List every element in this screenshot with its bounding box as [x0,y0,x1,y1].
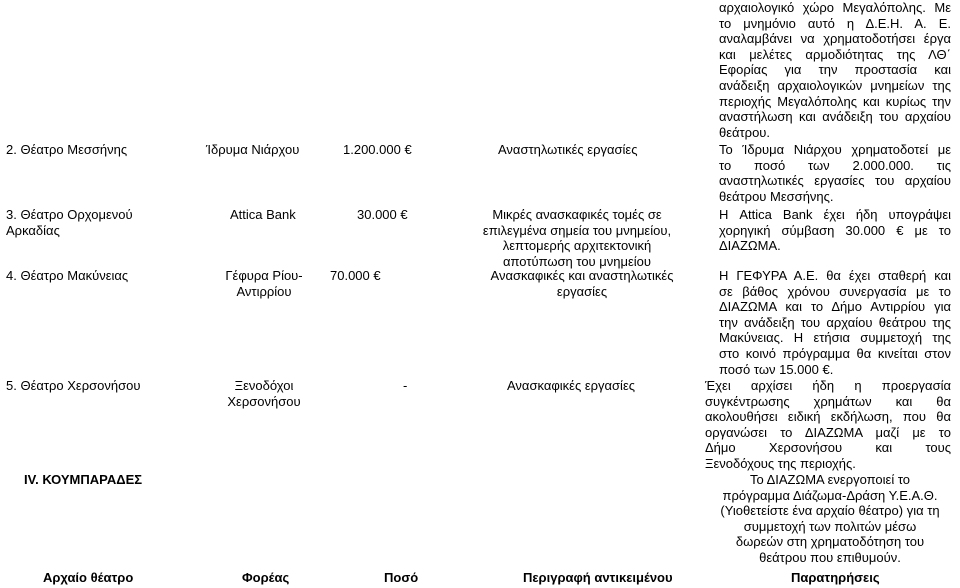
row-description: Ανασκαφικές εργασίες [507,378,636,393]
note-line: Δήμο Χερσονήσου και τους [705,440,951,456]
note-line: περιοχής Μεγαλόπολης και κυρίως την [719,93,951,109]
theatre-line: 3. Θέατρο Ορχομενού [6,207,133,222]
note-line: θεάτρου. [719,124,771,140]
note-line: Μακύνειας. Η ετήσια συμμετοχή της [719,330,951,346]
note-line: το ποσό των 2.000.000. τις [719,157,951,173]
row-theatre [6,207,133,238]
note-line: οργανώσει το ΔΙΑΖΩΜΑ μαζί με το [705,424,951,440]
row-amount: 70.000 € [330,268,381,283]
note-line: συγκέντρωσης χρημάτων και θα [705,393,951,409]
header-notes: Παρατηρήσεις [791,570,880,585]
note-line: (Υιοθετείστε ένα αρχαίο θέατρο) για τη [720,503,940,519]
row-notes [719,142,951,204]
row-amount: 1.200.000 € [343,142,412,157]
sponsor-line: Χερσονήσου [227,393,301,409]
note-line: θεάτρου Μεσσήνης. [719,188,834,204]
note-line: το μνημόνιο αυτό η Δ.Ε.Η. Α. Ε. [719,15,951,31]
note-line: Η ΓΕΦΥΡΑ Α.Ε. θα έχει σταθερή και [719,268,951,283]
note-line: Έχει αρχίσει ήδη η προεργασία [705,378,951,393]
row-notes [705,378,951,472]
note-line: αναστηλωτικές εργασίες του αρχαίου [719,173,951,189]
section-notes [702,472,958,566]
note-line: αναστήλωση και ανάδειξη του αρχαίου [719,109,951,125]
note-line: ΔΙΑΖΩΜΑ. [719,238,781,254]
note-line: στο κοινό πρόγραμμα θα κινείται στον [719,345,951,361]
row-description [466,268,698,299]
top-notes [719,0,951,140]
note-line: ΔΙΑΖΩΜΑ και το Δήμο Αντιρρίου για [719,299,951,315]
row-theatre: 4. Θέατρο Μακύνειας [6,268,129,283]
description-line: εργασίες [556,283,608,299]
section-heading: IV. ΚΟΥΜΠΑΡΑΔΕΣ [24,472,143,487]
note-line: αρχαιολογικό χώρο Μεγαλόπολης. Με [719,0,951,15]
row-theatre: 2. Θέατρο Μεσσήνης [6,142,128,157]
note-line: συμμετοχή των πολιτών μέσω [743,518,917,534]
note-line: χορηγική σύμβαση 30.000 € με το [719,222,951,238]
description-line: Ανασκαφικές και αναστηλωτικές [490,268,674,283]
note-line: θεάτρου που επιθυμούν. [759,549,901,565]
row-description [446,207,708,269]
note-line: Το Ίδρυμα Νιάρχου χρηματοδοτεί με [719,142,951,157]
note-line: και μελέτες αρμοδιότητας της ΛΘ΄ [719,46,951,62]
description-line: αποτύπωση του μνημείου [502,253,652,269]
theatre-line: Αρκαδίας [6,222,60,238]
note-line: την ανάδειξη του αρχαίου θεάτρου της [719,314,951,330]
note-line: αναλαμβάνει να χρηματοδοτήσει έργα [719,31,951,47]
row-sponsor [212,268,316,299]
header-amount: Ποσό [384,570,419,585]
row-sponsor [212,378,316,409]
header-description: Περιγραφή αντικειμένου [523,570,673,585]
sponsor-line: Ξενοδόχοι [234,378,294,393]
row-theatre: 5. Θέατρο Χερσονήσου [6,378,141,393]
note-line: ακολουθήσει ειδική εκδήλωση, που θα [705,409,951,425]
note-line: Ξενοδόχους της περιοχής. [705,455,856,471]
row-sponsor: Ίδρυμα Νιάρχου [206,142,300,157]
note-line: δωρεών στη χρηματοδότηση του [735,534,925,550]
note-line: Η Attica Bank έχει ήδη υπογράψει [719,207,951,222]
header-ancient-theatre: Αρχαίο θέατρο [43,570,134,585]
row-amount: - [403,378,408,393]
row-sponsor: Attica Bank [230,207,296,222]
note-line: ποσό των 15.000 €. [719,361,834,377]
sponsor-line: Αντιρρίου [236,283,292,299]
header-sponsor: Φορέας [242,570,290,585]
row-description: Αναστηλωτικές εργασίες [498,142,638,157]
row-notes [719,268,951,377]
note-line: ανάδειξη αρχαιολογικών μνημείων της [719,77,951,93]
sponsor-line: Γέφυρα Ρίου- [225,268,303,283]
note-line: Το ΔΙΑΖΩΜΑ ενεργοποιεί το [749,472,911,487]
note-line: πρόγραμμα Διάζωμα-Δράση Υ.Ε.Α.Θ. [722,487,938,503]
description-line: επιλεγμένα σημεία του μνημείου, [482,222,672,238]
note-line: σε βάθος χρόνου συνεργασία με το [719,283,951,299]
description-line: λεπτομερής αρχιτεκτονική [502,238,652,254]
note-line: Εφορίας για την προστασία και [719,62,951,78]
row-amount: 30.000 € [357,207,408,222]
description-line: Μικρές ανασκαφικές τομές σε [492,207,662,222]
row-notes [719,207,951,254]
